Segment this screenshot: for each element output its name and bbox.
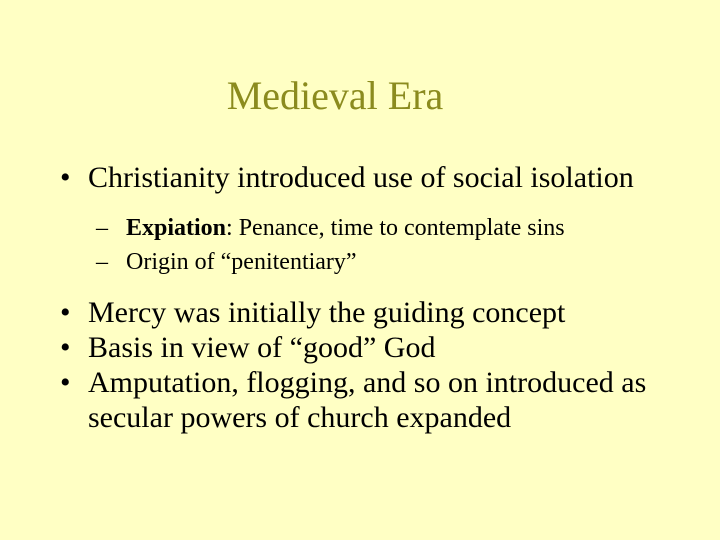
bullet-item-basis [60,330,680,365]
sub-bullet-expiation [96,211,680,245]
bullet-item-amputation [60,365,680,435]
sub-bullet-marker: – [96,249,108,275]
bullet-text: Basis in view of “good” God [88,331,436,364]
slide-title: Medieval Era [226,73,444,118]
sub-bullet-penitentiary [96,245,680,279]
sub-bullet-text: Origin of “penitentiary” [126,249,357,275]
sub-bullet-marker: – [96,215,108,241]
bullet-marker: • [60,331,71,364]
bullet-item-mercy [60,295,680,330]
bullet-item-social-isolation [60,160,680,279]
bullet-list [60,160,680,435]
bullet-marker: • [60,296,71,329]
bullet-text: Amputation, flogging, and so on introduced as secular powers of church expanded [88,366,647,434]
bullet-marker: • [60,366,71,399]
sub-bullet-text: : Penance, time to contemplate sins [226,215,565,241]
bullet-marker: • [60,161,71,194]
bullet-text: Christianity introduced use of social isolation [88,161,634,194]
sub-bullet-list [88,211,680,279]
sub-bullet-term: Expiation [126,215,227,241]
bullet-text: Mercy was initially the guiding concept [88,296,566,329]
